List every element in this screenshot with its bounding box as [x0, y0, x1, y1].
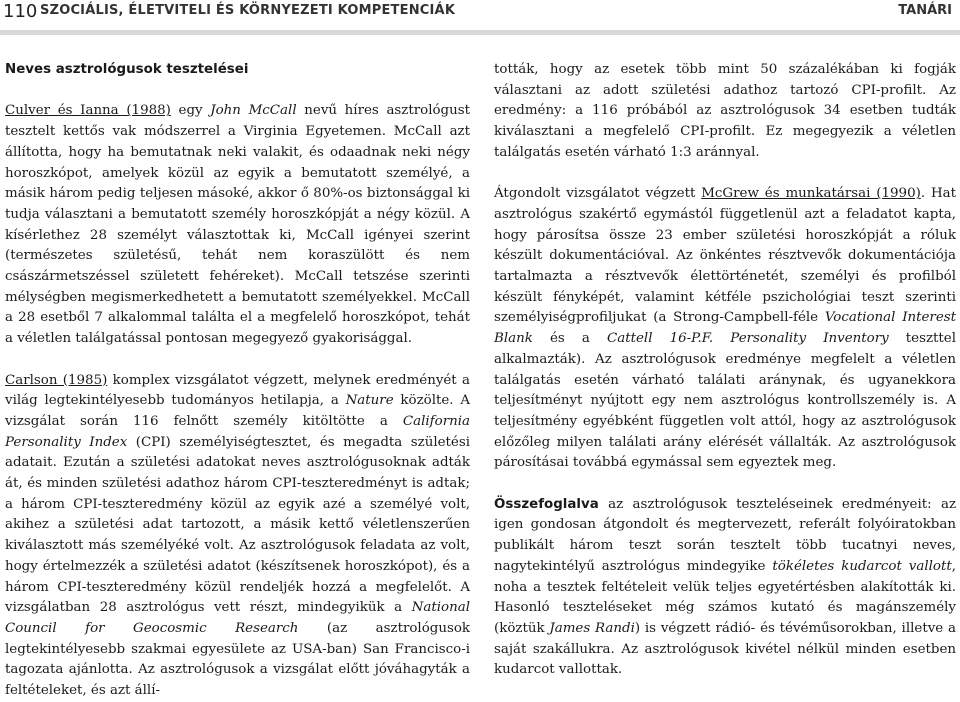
text-run: az asztrológusok teszteléseinek eredményeit: az igen gondosan átgondolt és megtervezett, referált folyóiratokban publikált három teszt során tesztelt több tucatnyi neves, nagytekintélyű asztrológus mindegyike — [494, 496, 956, 574]
paragraph-summary — [494, 495, 956, 681]
text-run: ) is végzett rádió- és tévéműsorokban, illetve a saját szakállukra. Az asztrológusok kivétel nélkül minden esetben kudarcot vallottak. — [494, 620, 956, 678]
paragraph-culver-ianna — [5, 101, 470, 349]
test-cattell: Cattell 16-P.F. Personality Inventory — [607, 331, 889, 347]
text-run: és a — [532, 331, 608, 347]
journal-nature: Nature — [345, 393, 394, 409]
name-john-mccall: John McCall — [210, 103, 297, 119]
test-vib: Vocational Interest Blank — [494, 310, 956, 347]
phrase-total-failure: tökéletes kudarcot vallott — [772, 558, 952, 574]
page-header — [0, 0, 960, 36]
page-number: 110 — [3, 1, 38, 22]
header-rule — [0, 30, 960, 35]
paragraph-carlson — [5, 371, 470, 702]
text-run: teszttel alkalmazták). Az asztrológusok eredménye megfelelt a véletlen találgatás esetén várható találati aránynak, és ugyanekkora teljesítményt nyújtott egy nem asztrológus kontrollszemély is. A teljesítmény egyébként független volt attól, hogy az asztrológusok előzőleg milyen találati arány elérését vállalták. Az asztrológusok párosításai továbbá egymással sem egyeztek meg. — [494, 331, 956, 471]
paragraph-carlson-continued: tották, hogy az esetek több mint 50 százalékában ki fogják választani az adott születési adathoz tartozó CPI-profilt. Az eredmény: a 116 próbából az asztrológusok 34 esetben tudták kiválasztani a megfelelő CPI-profilt. Ez megegyezik a véletlen találgatás esetén várható 1:3 aránnyal. — [494, 62, 956, 160]
text-run: Átgondolt vizsgálatot végzett — [494, 186, 702, 202]
text-run: komplex vizsgálatot végzett, melynek eredményét a világ legtekintélyesebb tudományos hetilapja, a — [5, 372, 470, 409]
text-run: , noha a tesztek feltételeit velük teljes egyetértésben alakították ki. Hasonló teszteléseket még számos kutató és magánszemély (köztük — [494, 558, 956, 636]
name-james-randi: James Randi — [549, 620, 635, 636]
summary-lead: Összefoglalva — [494, 496, 599, 512]
citation-mcgrew: McGrew és munkatársai (1990) — [701, 186, 921, 202]
text-run: (az asztrológusok legtekintélyesebb szakmai egyesülete az USA-ban) San Francisco-i tagozata ajánlotta. Az asztrológusok a vizsgálat előtt jóváhagyták a feltételeket, és azt állí- — [5, 620, 471, 699]
org-ncgr: National Council for Geocosmic Research — [5, 600, 470, 636]
right-column — [494, 60, 956, 681]
citation-carlson: Carlson (1985) — [5, 372, 108, 388]
text-run: nevű híres asztrológust tesztelt kettős vak módszerrel a Virginia Egyetemen. McCall azt állította, hogy ha bemutatnak neki valakit, és odaadnak neki négy horoszkópot, amelyek közül az egyik a bemutatott személyé, a másik három pedig teljesen másoké, akkor ő 80%-os biztonsággal ki tudja választani a bemutatott személy horoszkópját a négy közül. A kísérlethez 28 személyt választottak ki, McCall igényei szerint (természetes születésű, tehát nem koraszülött és nem császármetszéssel született fehéreket). McCall tetszése szerinti mélységben megismerkedhetett a bemutatott személyekkel. McCall a 28 esetből 7 alkalommal találta el a megfelelő horoszkópot, tehát a véletlen találgatással pontosan megegyező gyakorisággal. — [5, 103, 470, 347]
running-title: SZOCIÁLIS, ÉLETVITELI ÉS KÖRNYEZETI KOMPETENCIÁK — [40, 3, 456, 18]
text-run: közölte. A vizsgálat során 116 felnőtt személy kitöltötte a — [5, 393, 470, 429]
text-run: egy — [170, 103, 211, 119]
section-label: TANÁRI — [898, 3, 952, 18]
text-run: . Hat asztrológus szakértő egymástól függetlenül azt a feladatot kapta, hogy párosítsa össze 23 ember születési horoszkópját a róluk készült dokumentációval. Az önkéntes résztvevők dokumentációja tartalmazta a résztvevők élettörténetét, személyi és profilból készült fényképét, valamint kétféle pszichológiai teszt szerinti személyiségprofiljukat (a Strong-Campbell-féle — [494, 186, 956, 326]
citation-culver-ianna: Culver és Ianna (1988) — [5, 103, 171, 119]
text-run: (CPI) személyiségtesztet, és megadta születési adatait. Ezután a születési adatokat neves asztrológusoknak adták át, és minden születési adathoz három CPI-teszteredményt is adtak; a három CPI-teszteredmény közül az egyik azé a személyé volt, akihez a születési adat tartozott, a másik kettő véletlenszerűen kiválasztott más személyéké volt. Az asztrológusok feladata az volt, hogy értelmezzék a születési adatot (készítsenek horoszkópot), és a három CPI-teszteredmény közül rendeljék hozzá a megfelelőt. A vizsgálatban 28 asztrológus vett részt, mindegyikük a — [5, 434, 470, 616]
left-column — [5, 60, 470, 702]
test-cpi: California Personality Index — [5, 413, 470, 450]
section-heading: Neves asztrológusok tesztelései — [5, 62, 249, 77]
paragraph-mcgrew — [494, 184, 956, 474]
